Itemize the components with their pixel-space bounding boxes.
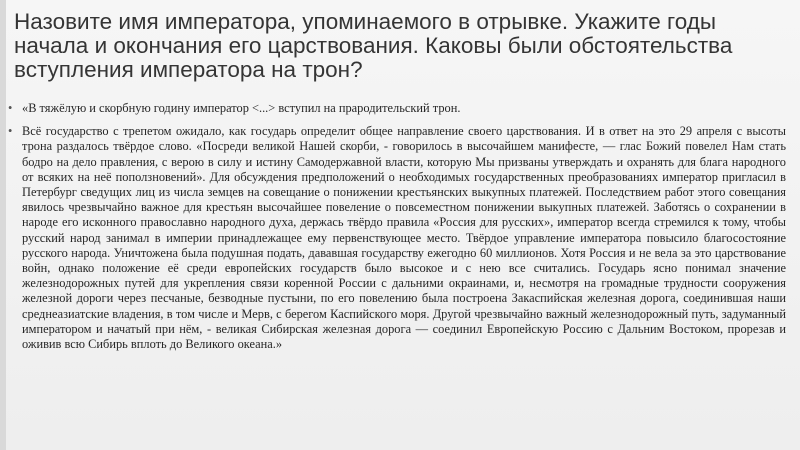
bullet-text: Всё государство с трепетом ожидало, как государь определит общее направление своего царствования. И в ответ на это 29 апреля с высоты трона раздалось твёрдое слово. «Посреди великой Нашей скорби, - говорилось в высочайшем манифесте, — глас Божий повелел Нам стать бодро на дело правления, с верою в силу и истину Самодержавной власти, которую Мы призваны утверждать и охранять для блага народного от всяких на неё поползновений». Для обсуждения предположений о необходимых государственных преобразованиях император пригласил в Петербург сведущих лиц из числа земцев на совещание о понижении крестьянских выкупных платежей. Последствием работ этого совещания явилось чрезвычайно важное для крестьян высочайшее повеление о повсеместном понижении выкупных платежей. Заботясь о сохранении в народе его исконного православно народного духа, держась твёрдо правила «Россия для русских», император всегда стремился к тому, чтобы русский народ занимал в империи принадлежащее ему первенствующее место. Твёрдое управление императора повысило благосостояние русского народа. Уничтожена была подушная подать, дававшая государству ежегодно 60 миллионов. Хотя Россия и не вела за это царствование войн, однако положение её среди европейских государств было высокое и с нею все считались. Государь ясно понимал значение железнодорожных путей для укрепления связи коренной России с дальними окраинами, и, несмотря на громадные трудности сооружения железной дороги через песчаные, безводные пустыни, по его повелению была построена Закаспийская железная дорога, соединившая наши среднеазиатские владения, в том числе и Мерв, с берегом Каспийского моря. Другой чрезвычайно важный железнодорожный путь, задуманный императором и начатый при нём, - великая Сибирская железная дорога — соединил Европейскую Россию с Дальним Востоком, прорезав и оживив всю Сибирь вплоть до Великого океана.» [22,124,786,352]
slide-title: Назовите имя императора, упоминаемого в отрывке. Укажите годы начала и окончания его царствования. Каковы были обстоятельства вступления императора на трон? [14,9,733,82]
bullet-icon: • [8,101,13,115]
bullet-icon: • [8,124,13,139]
bullet-item-reign-description [8,124,786,352]
slide-left-bar [0,0,6,450]
bullet-list [8,101,786,352]
bullet-text: «В тяжёлую и скорбную годину император <...> вступил на прародительский трон. [22,101,461,115]
bullet-item-quote-intro [8,101,786,116]
